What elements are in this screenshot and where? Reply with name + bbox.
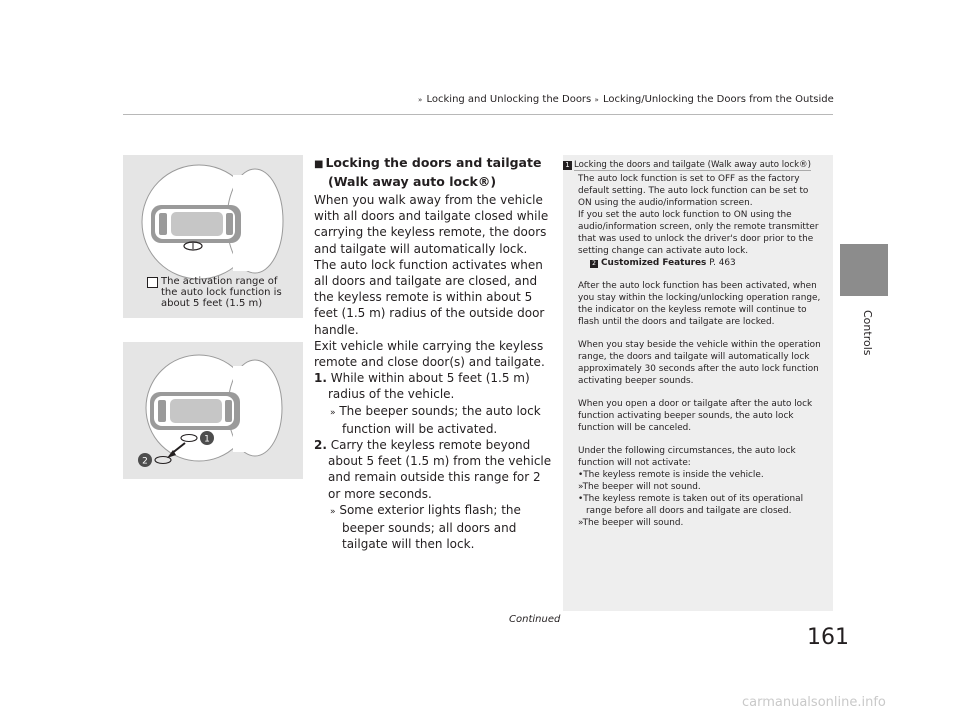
result-text: The beeper sounds; the auto lock function will be activated. [339,403,541,436]
step-1 [314,370,554,402]
result-arrow-icon: » [330,407,336,418]
step-1-result [314,403,554,437]
heading-square-icon: ■ [314,159,324,170]
bullet-result-text: The beeper will not sound. [582,482,701,492]
watermark: carmanualsonline.info [742,695,886,710]
note-heading [563,160,811,170]
main-content [314,155,554,552]
bullet-result-text: The beeper will sound. [582,518,684,528]
note-paragraph: After the auto lock function has been activated, when you stay within the locking/unlocking operation range, the indicator on the keyless remote will continue to flash until the doors and tailgate are locked. [578,281,821,327]
bullet-icon: • [578,494,584,504]
note-paragraph: When you open a door or tailgate after the auto lock function activating beeper sounds, the auto lock function will be canceled. [578,399,813,433]
vehicle-top-view-icon [151,205,241,243]
reference-page: P. 463 [709,258,736,268]
result-text: Some exterior lights flash; the beeper sounds; all doors and tailgate will then lock. [339,502,521,552]
reference-icon: 2 [590,260,598,268]
result-arrow-icon: » [330,506,336,517]
vehicle-top-view-icon [150,392,240,430]
section-heading [314,155,554,190]
bullet-text: The keyless remote is taken out of its operational range before all doors and tailgate are closed. [583,494,804,516]
remote-far-icon [155,457,171,464]
figure-caption: The activation range of the auto lock function is about 5 feet (1.5 m) [161,276,282,309]
note-bullet-result [578,517,824,529]
breadcrumb [418,94,834,105]
result-arrow-icon: » [578,482,583,492]
figure-walk-away-steps [123,342,303,479]
note-number-icon: 1 [563,161,572,170]
breadcrumb-arrow-icon: » [418,96,421,104]
page-number: 161 [807,625,849,650]
legend-swatch [147,277,158,288]
step-2-result [314,502,554,553]
note-bullet [578,493,824,517]
continued-label: Continued [509,614,561,625]
paragraph: Exit vehicle while carrying the keyless remote and close door(s) and tailgate. [314,338,545,370]
note-title: Locking the doors and tailgate (Walk away auto lock®) [574,160,811,170]
breadcrumb-subsection[interactable]: Locking/Unlocking the Doors from the Outside [602,94,834,105]
step-number: 2. [314,438,327,453]
step-number: 1. [314,371,327,386]
step-text: While within about 5 feet (1.5 m) radius of the vehicle. [328,371,530,402]
cross-reference-link[interactable] [578,257,824,269]
note-paragraph: Under the following circumstances, the auto lock function will not activate: [578,446,796,468]
paragraph: When you walk away from the vehicle with all doors and tailgate closed while carrying the keyless remote, the doors and tailgate will automatically lock. [314,193,549,256]
breadcrumb-arrow-icon: » [594,96,597,104]
note-bullet [578,469,824,481]
note-bullet-result [578,481,824,493]
heading-text: Locking the doors and tailgate (Walk away auto lock®) [325,155,542,189]
note-body [578,173,824,529]
side-tab-label[interactable]: Controls [861,310,874,356]
step-text: Carry the keyless remote beyond about 5 feet (1.5 m) from the vehicle and remain outside this range for 2 or more seconds. [328,438,552,501]
reference-label[interactable]: Customized Features [601,258,707,268]
step-marker-1-label: 1 [204,434,210,445]
note-paragraph: If you set the auto lock function to ON using the audio/information screen, only the remote transmitter that was used to unlock the driver's door prior to the setting change can activate auto lock. [578,210,819,256]
result-arrow-icon: » [578,518,583,528]
header-divider [123,114,833,115]
breadcrumb-section[interactable]: Locking and Unlocking the Doors [426,94,592,105]
step-marker-2-label: 2 [142,456,148,467]
step-2 [314,437,554,502]
note-paragraph: When you stay beside the vehicle within the operation range, the doors and tailgate will automatically lock approximately 30 seconds after the auto lock function activating beeper sounds. [578,340,821,386]
paragraph: The auto lock function activates when all doors and tailgate are closed, and the keyless remote is within about 5 feet (1.5 m) radius of the outside door handle. [314,257,545,337]
bullet-text: The keyless remote is inside the vehicle. [583,470,764,480]
side-tab-marker [840,244,888,296]
bullet-icon: • [578,470,584,480]
note-paragraph: The auto lock function is set to OFF as the factory default setting. The auto lock function can be set to ON using the audio/information screen. [578,174,809,208]
